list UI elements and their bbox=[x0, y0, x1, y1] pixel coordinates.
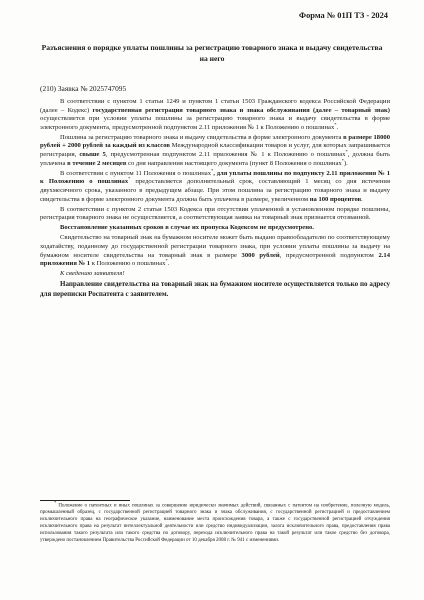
p2-text-e: , предусмотренная подпунктом 2.11 приложения № 1 к Положению о пошлинах bbox=[105, 151, 346, 159]
form-number: Форма № 01П ТЗ - 2024 bbox=[298, 11, 388, 20]
p2-text-f: , должна быть уплачена bbox=[40, 151, 390, 167]
paragraph-6: Свидетельство на товарный знак на бумажном носителе может быть выдано правообладателю по соответствующему ходатайству, поданному до государственной регистрации товарного знака, при условии уплаты пошлины за выдачу на бумажном носителе свидетельства на товарный знак в размере 3000 рублей, предусмотренной подпунктом 2.14 приложения № 1 к Положению о пошлинах*. bbox=[40, 234, 390, 268]
footnote-mark: * bbox=[341, 157, 344, 163]
footnote-mark: * bbox=[345, 148, 348, 154]
footnote-mark: * bbox=[165, 258, 168, 263]
paragraph-8: Направление свидетельства на товарный знак на бумажном носителе осуществляется только по адресу для переписки Роспатента с заявителем. bbox=[40, 280, 390, 298]
p3-text-c: предоставляется дополнительный срок, составляющий 1 месяц со дня истечения двухмесячного срока, указанного в предыдущем абзаце. При этом пошлина за регистрацию товарного знака и выдачу свидетельства в форме электронного документа должна быть уплачена в размере, увеличенном bbox=[40, 178, 390, 203]
footnote-mark: * bbox=[54, 500, 57, 505]
p2-text-c: Международной классификации товаров и услуг, для которых запрашивается регистрация, bbox=[40, 142, 390, 159]
paragraph-1: В соответствии с пунктом 1 статьи 1249 и пунктом 1 статьи 1503 Гражданского кодекса Российской Федерации (далее – Кодекс) государственная регистрация товарного знака и знака обслуживания (далее – товарный знак) осуществляется при условии уплаты пошлины за регистрацию товарного знака и выдачу свидетельства в форме электронного документа, предусмотренной подпунктом 2.11 приложения № 1 к Положению о пошлинах*. bbox=[40, 98, 391, 131]
p6-bold-subpoint: 2.14 приложения № 1 bbox=[40, 251, 390, 268]
paragraph-3 bbox=[40, 167, 391, 204]
p2-bold-amount: в размере 18000 рублей + 2000 рублей за каждый из классов bbox=[40, 133, 390, 150]
p3-bold-percent: на 100 процентов bbox=[309, 195, 362, 203]
footnote bbox=[40, 500, 390, 544]
p2-bold-classes: свыше 5 bbox=[79, 151, 106, 159]
p3-bold: , для уплаты пошлины по подпункту 2.11 приложения № 1 к Положению о пошлинах bbox=[40, 169, 391, 186]
p6-text-e: к Положению о пошлинах bbox=[90, 260, 166, 268]
footnote-mark: * bbox=[334, 121, 337, 127]
p6-text-c: , предусмотренной подпунктом bbox=[279, 251, 379, 259]
footnote-mark: * bbox=[211, 167, 214, 173]
paragraph-7-notice: К сведению заявителя! bbox=[60, 270, 125, 278]
paragraph-5: Восстановление указанных сроков в случае их пропуска Кодексом не предусмотрено. bbox=[60, 224, 314, 232]
application-number: (210) Заявка № 2025747095 bbox=[40, 84, 127, 93]
footnote-text: Положение о патентных и иных пошлинах за совершение юридически значимых действий, связанных с патентом на изобретение, полезную модель, промышленный образец, с государственной регистрацией товарного знака и знака обслуживания, с государственной регистрацией и предоставлением исключительного права на географическое указание, наименование места происхождения товара, а также с государственной регистрацией отчуждения исключительного права на результат интеллектуальной деятельности или средство индивидуализации, залога исключительного права, предоставления права использования такого результата или такого средства по договору, перехода исключительного права на такой результат или такое средство без договора, утверждено постановлением Правительства Российской Федерации от 10 декабря 2008 г. № 941 с изменениями. bbox=[40, 503, 390, 543]
p1-bold: государственная регистрация товарного знака и знака обслуживания (далее – товарный знак) bbox=[92, 106, 391, 114]
document-title: Разъяснения о порядке уплаты пошлины за регистрацию товарного знака и выдачу свидетельства на него bbox=[41, 43, 383, 63]
p2-bold-term: в течение 2 месяцев bbox=[67, 159, 127, 167]
p3-text-a: В соответствии с пунктом 11 Положения о пошлинах bbox=[60, 169, 211, 177]
p2-text-h: со дня направления настоящего документа (пункт 8 Положения о пошлинах bbox=[126, 159, 342, 167]
p6-bold-amount: 3000 рублей bbox=[241, 251, 280, 259]
p1-text-c: осуществляется при условии уплаты пошлины за регистрацию товарного знака и выдачу свидетельства в форме электронного документа, предусмотренной подпунктом 2.11 приложения № 1 к Положению о пошлинах bbox=[40, 115, 390, 131]
document-body bbox=[40, 98, 390, 300]
p2-text-a: Пошлина за регистрацию товарного знака и выдачу свидетельства в форме электронного документа bbox=[60, 133, 344, 141]
paragraph-4: В соответствии с пунктом 2 статьи 1503 Кодекса при отсутствии уплаченной в установленном порядке пошлины, регистрация товарного знака не осуществляется, а соответствующая заявка на товарный знак признается отозванной. bbox=[40, 205, 390, 222]
paragraph-2: Пошлина за регистрацию товарного знака и выдачу свидетельства в форме электронного документа в размере 18000 рублей + 2000 рублей за каждый из классов Международной классификации товаров и услуг, для которых запрашивается регистрация, свыше 5, предусмотренная подпунктом 2.11 приложения № 1 к Положению о пошлинах*, должна быть уплачена в течение 2 месяцев со дня направления настоящего документа (пункт 8 Положения о пошлинах*). bbox=[40, 133, 390, 167]
p3-text-e: . bbox=[361, 195, 363, 203]
footnote-mark: * bbox=[128, 176, 131, 182]
p1-text-a: В соответствии с пунктом 1 статьи 1249 и пунктом 1 статьи 1503 Гражданского кодекса Российской Федерации (далее – Кодекс) bbox=[40, 98, 390, 114]
p6-text-a: Свидетельство на товарный знак на бумажном носителе может быть выдано правообладателю по соответствующему ходатайству, поданному до государственной регистрации товарного знака, при условии уплаты пошлины за выдачу на бумажном носителе свидетельства на товарный знак в размере bbox=[40, 234, 390, 259]
